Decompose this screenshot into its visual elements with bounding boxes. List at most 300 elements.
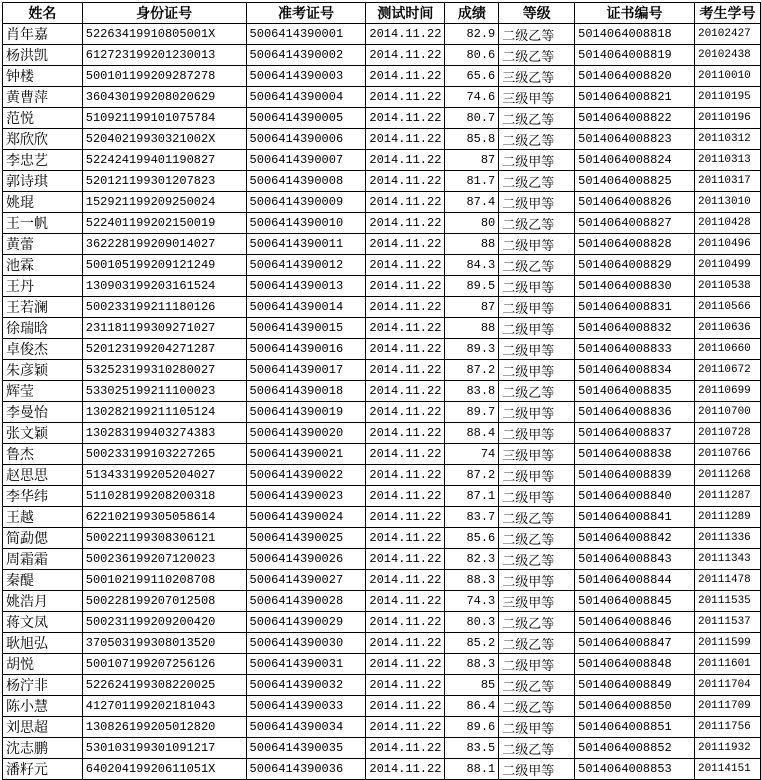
table-row [3,486,761,507]
grade-cell: 二级甲等 [499,654,575,675]
certificate-number-cell: 5014064008837 [575,423,695,444]
certificate-number-cell: 5014064008830 [575,276,695,297]
name-cell: 耿旭弘 [3,633,83,654]
id-number-header: 身份证号 [82,3,246,24]
test-date-cell: 2014.11.22 [366,675,445,696]
student-id-cell: 20110313 [694,150,760,171]
test-date-cell: 2014.11.22 [366,381,445,402]
student-id-cell: 20110672 [694,360,760,381]
exam-number-cell: 5006414390026 [246,549,366,570]
exam-number-cell: 5006414390028 [246,591,366,612]
score-cell: 65.6 [445,66,499,87]
exam-number-cell: 5006414390036 [246,759,366,780]
id-number-cell: 52263419910805001X [82,24,246,45]
test-date-cell: 2014.11.22 [366,570,445,591]
student-id-cell: 20110195 [694,87,760,108]
student-id-cell: 20113010 [694,192,760,213]
certificate-number-header: 证书编号 [575,3,695,24]
certificate-number-cell: 5014064008831 [575,297,695,318]
score-cell: 87.2 [445,465,499,486]
score-cell: 85.6 [445,528,499,549]
table-row [3,675,761,696]
name-cell: 卓俊杰 [3,339,83,360]
id-number-cell: 622102199305058614 [82,507,246,528]
name-cell: 黄曹萍 [3,87,83,108]
certificate-number-cell: 5014064008846 [575,612,695,633]
certificate-number-cell: 5014064008853 [575,759,695,780]
id-number-cell: 64020419920611051X [82,759,246,780]
score-cell: 87.2 [445,360,499,381]
score-table [2,2,761,780]
name-cell: 秦醍 [3,570,83,591]
student-id-cell: 20111287 [694,486,760,507]
score-cell: 88 [445,234,499,255]
score-cell: 83.7 [445,507,499,528]
student-id-cell: 20111343 [694,549,760,570]
table-row [3,717,761,738]
id-number-cell: 370503199308013520 [82,633,246,654]
id-number-cell: 533025199211100023 [82,381,246,402]
student-id-cell: 20102438 [694,45,760,66]
score-cell: 85 [445,675,499,696]
student-id-header: 考生学号 [694,3,760,24]
id-number-cell: 500233199211180126 [82,297,246,318]
table-row [3,465,761,486]
score-cell: 87.4 [445,192,499,213]
exam-number-cell: 5006414390023 [246,486,366,507]
test-date-cell: 2014.11.22 [366,738,445,759]
grade-cell: 三级甲等 [499,87,575,108]
certificate-number-cell: 5014064008822 [575,108,695,129]
id-number-cell: 530103199301091217 [82,738,246,759]
grade-cell: 二级甲等 [499,570,575,591]
certificate-number-cell: 5014064008818 [575,24,695,45]
exam-number-cell: 5006414390005 [246,108,366,129]
test-date-cell: 2014.11.22 [366,759,445,780]
test-date-cell: 2014.11.22 [366,339,445,360]
certificate-number-cell: 5014064008828 [575,234,695,255]
test-date-cell: 2014.11.22 [366,465,445,486]
score-cell: 88.4 [445,423,499,444]
id-number-cell: 362228199209014027 [82,234,246,255]
score-cell: 83.5 [445,738,499,759]
student-id-cell: 20110566 [694,297,760,318]
student-id-cell: 20110196 [694,108,760,129]
id-number-cell: 520121199301207823 [82,171,246,192]
student-id-cell: 20111601 [694,654,760,675]
table-row [3,66,761,87]
certificate-number-cell: 5014064008820 [575,66,695,87]
exam-number-cell: 5006414390029 [246,612,366,633]
certificate-number-cell: 5014064008841 [575,507,695,528]
test-date-cell: 2014.11.22 [366,129,445,150]
score-cell: 87.1 [445,486,499,507]
id-number-cell: 500228199207012508 [82,591,246,612]
student-id-cell: 20110499 [694,255,760,276]
certificate-number-cell: 5014064008847 [575,633,695,654]
id-number-cell: 130903199203161524 [82,276,246,297]
score-cell: 83.8 [445,381,499,402]
id-number-cell: 500231199209200420 [82,612,246,633]
exam-number-header: 准考证号 [246,3,366,24]
exam-number-cell: 5006414390004 [246,87,366,108]
grade-cell: 二级甲等 [499,465,575,486]
student-id-cell: 20110728 [694,423,760,444]
spreadsheet [2,2,761,780]
name-cell: 王越 [3,507,83,528]
test-date-cell: 2014.11.22 [366,66,445,87]
grade-cell: 二级甲等 [499,339,575,360]
grade-cell: 二级甲等 [499,150,575,171]
name-cell: 蒋文凤 [3,612,83,633]
name-cell: 池霖 [3,255,83,276]
table-row [3,276,761,297]
table-row [3,255,761,276]
certificate-number-cell: 5014064008844 [575,570,695,591]
name-cell: 陈小慧 [3,696,83,717]
table-row [3,213,761,234]
name-cell: 王一帆 [3,213,83,234]
test-date-cell: 2014.11.22 [366,696,445,717]
table-row [3,549,761,570]
name-cell: 王丹 [3,276,83,297]
table-row [3,402,761,423]
grade-cell: 二级甲等 [499,486,575,507]
table-row [3,654,761,675]
exam-number-cell: 5006414390003 [246,66,366,87]
student-id-cell: 20110496 [694,234,760,255]
score-cell: 86.4 [445,696,499,717]
table-row [3,150,761,171]
certificate-number-cell: 5014064008823 [575,129,695,150]
name-cell: 辉莹 [3,381,83,402]
name-cell: 杨洪凯 [3,45,83,66]
grade-cell: 二级甲等 [499,234,575,255]
certificate-number-cell: 5014064008850 [575,696,695,717]
name-cell: 李华纬 [3,486,83,507]
student-id-cell: 20110700 [694,402,760,423]
exam-number-cell: 5006414390034 [246,717,366,738]
grade-cell: 二级乙等 [499,633,575,654]
table-row [3,381,761,402]
exam-number-cell: 5006414390014 [246,297,366,318]
grade-cell: 二级甲等 [499,360,575,381]
student-id-cell: 20110428 [694,213,760,234]
id-number-cell: 130282199211105124 [82,402,246,423]
certificate-number-cell: 5014064008845 [575,591,695,612]
name-cell: 郑欣欣 [3,129,83,150]
table-row [3,360,761,381]
exam-number-cell: 5006414390025 [246,528,366,549]
header-row [3,3,761,24]
grade-cell: 二级乙等 [499,171,575,192]
grade-cell: 二级甲等 [499,192,575,213]
certificate-number-cell: 5014064008840 [575,486,695,507]
student-id-cell: 20110699 [694,381,760,402]
grade-cell: 三级甲等 [499,444,575,465]
student-id-cell: 20111709 [694,696,760,717]
certificate-number-cell: 5014064008842 [575,528,695,549]
certificate-number-cell: 5014064008852 [575,738,695,759]
name-cell: 赵思思 [3,465,83,486]
student-id-cell: 20110766 [694,444,760,465]
name-cell: 范悦 [3,108,83,129]
grade-cell: 三级乙等 [499,66,575,87]
name-cell: 简勐偲 [3,528,83,549]
test-date-cell: 2014.11.22 [366,87,445,108]
table-row [3,192,761,213]
certificate-number-cell: 5014064008829 [575,255,695,276]
certificate-number-cell: 5014064008851 [575,717,695,738]
table-row [3,318,761,339]
id-number-cell: 412701199202181043 [82,696,246,717]
name-cell: 郭诗琪 [3,171,83,192]
exam-number-cell: 5006414390002 [246,45,366,66]
table-row [3,87,761,108]
table-row [3,24,761,45]
name-cell: 胡悦 [3,654,83,675]
table-row [3,444,761,465]
test-date-cell: 2014.11.22 [366,318,445,339]
score-cell: 89.5 [445,276,499,297]
name-cell: 鲁杰 [3,444,83,465]
id-number-cell: 510921199101075784 [82,108,246,129]
grade-cell: 二级乙等 [499,675,575,696]
name-cell: 潘籽元 [3,759,83,780]
table-row [3,759,761,780]
grade-cell: 二级甲等 [499,717,575,738]
test-date-cell: 2014.11.22 [366,654,445,675]
score-cell: 84.3 [445,255,499,276]
exam-number-cell: 5006414390022 [246,465,366,486]
exam-number-cell: 5006414390020 [246,423,366,444]
grade-cell: 二级乙等 [499,738,575,759]
exam-number-cell: 5006414390018 [246,381,366,402]
table-row [3,45,761,66]
student-id-cell: 20110660 [694,339,760,360]
name-cell: 李曼怡 [3,402,83,423]
score-cell: 80.7 [445,108,499,129]
test-date-cell: 2014.11.22 [366,192,445,213]
table-row [3,507,761,528]
grade-cell: 三级甲等 [499,591,575,612]
table-row [3,612,761,633]
id-number-cell: 130826199205012820 [82,717,246,738]
student-id-cell: 20111599 [694,633,760,654]
id-number-cell: 500221199308306121 [82,528,246,549]
exam-number-cell: 5006414390035 [246,738,366,759]
test-date-cell: 2014.11.22 [366,108,445,129]
exam-number-cell: 5006414390017 [246,360,366,381]
name-cell: 王若澜 [3,297,83,318]
student-id-cell: 20102427 [694,24,760,45]
name-cell: 杨泞非 [3,675,83,696]
student-id-cell: 20110538 [694,276,760,297]
id-number-cell: 522624199308220025 [82,675,246,696]
name-cell: 姚浩月 [3,591,83,612]
name-cell: 肖年嘉 [3,24,83,45]
name-cell: 周霜霜 [3,549,83,570]
score-cell: 88.1 [445,759,499,780]
grade-cell: 二级乙等 [499,528,575,549]
table-row [3,339,761,360]
grade-cell: 二级甲等 [499,759,575,780]
table-row [3,423,761,444]
grade-cell: 二级乙等 [499,108,575,129]
score-cell: 88 [445,318,499,339]
score-cell: 80.6 [445,45,499,66]
exam-number-cell: 5006414390001 [246,24,366,45]
student-id-cell: 20111537 [694,612,760,633]
name-cell: 姚琨 [3,192,83,213]
test-date-cell: 2014.11.22 [366,255,445,276]
certificate-number-cell: 5014064008834 [575,360,695,381]
test-date-cell: 2014.11.22 [366,234,445,255]
exam-number-cell: 5006414390015 [246,318,366,339]
test-date-header: 测试时间 [366,3,445,24]
score-cell: 80.3 [445,612,499,633]
id-number-cell: 500107199207256126 [82,654,246,675]
table-row [3,738,761,759]
exam-number-cell: 5006414390030 [246,633,366,654]
test-date-cell: 2014.11.22 [366,423,445,444]
grade-cell: 二级乙等 [499,45,575,66]
id-number-cell: 500101199209287278 [82,66,246,87]
id-number-cell: 520123199204271287 [82,339,246,360]
grade-cell: 二级甲等 [499,276,575,297]
id-number-cell: 522401199202150019 [82,213,246,234]
test-date-cell: 2014.11.22 [366,612,445,633]
test-date-cell: 2014.11.22 [366,633,445,654]
test-date-cell: 2014.11.22 [366,486,445,507]
grade-cell: 二级乙等 [499,255,575,276]
score-cell: 74.3 [445,591,499,612]
exam-number-cell: 5006414390006 [246,129,366,150]
name-cell: 黄蕾 [3,234,83,255]
id-number-cell: 500236199207120023 [82,549,246,570]
exam-number-cell: 5006414390007 [246,150,366,171]
certificate-number-cell: 5014064008833 [575,339,695,360]
table-row [3,108,761,129]
grade-cell: 二级乙等 [499,696,575,717]
test-date-cell: 2014.11.22 [366,150,445,171]
student-id-cell: 20110312 [694,129,760,150]
student-id-cell: 20111478 [694,570,760,591]
exam-number-cell: 5006414390027 [246,570,366,591]
grade-cell: 二级乙等 [499,507,575,528]
student-id-cell: 20110010 [694,66,760,87]
exam-number-cell: 5006414390031 [246,654,366,675]
exam-number-cell: 5006414390012 [246,255,366,276]
test-date-cell: 2014.11.22 [366,444,445,465]
exam-number-cell: 5006414390011 [246,234,366,255]
id-number-cell: 152921199209250024 [82,192,246,213]
table-row [3,570,761,591]
table-row [3,171,761,192]
student-id-cell: 20111704 [694,675,760,696]
student-id-cell: 20114151 [694,759,760,780]
id-number-cell: 52040219930321002X [82,129,246,150]
score-cell: 74 [445,444,499,465]
exam-number-cell: 5006414390019 [246,402,366,423]
certificate-number-cell: 5014064008835 [575,381,695,402]
certificate-number-cell: 5014064008848 [575,654,695,675]
exam-number-cell: 5006414390021 [246,444,366,465]
grade-cell: 二级乙等 [499,129,575,150]
score-cell: 89.6 [445,717,499,738]
table-row [3,696,761,717]
score-cell: 89.3 [445,339,499,360]
certificate-number-cell: 5014064008826 [575,192,695,213]
grade-cell: 二级乙等 [499,549,575,570]
name-cell: 张文颖 [3,423,83,444]
student-id-cell: 20111932 [694,738,760,759]
id-number-cell: 231181199309271027 [82,318,246,339]
exam-number-cell: 5006414390008 [246,171,366,192]
name-cell: 钟楼 [3,66,83,87]
test-date-cell: 2014.11.22 [366,24,445,45]
id-number-cell: 612723199201230013 [82,45,246,66]
test-date-cell: 2014.11.22 [366,171,445,192]
score-cell: 81.7 [445,171,499,192]
test-date-cell: 2014.11.22 [366,276,445,297]
certificate-number-cell: 5014064008849 [575,675,695,696]
grade-cell: 二级甲等 [499,402,575,423]
id-number-cell: 522424199401190827 [82,150,246,171]
score-cell: 85.2 [445,633,499,654]
exam-number-cell: 5006414390033 [246,696,366,717]
test-date-cell: 2014.11.22 [366,591,445,612]
score-cell: 80 [445,213,499,234]
student-id-cell: 20111756 [694,717,760,738]
id-number-cell: 360430199208020629 [82,87,246,108]
score-cell: 82.3 [445,549,499,570]
name-cell: 刘思超 [3,717,83,738]
exam-number-cell: 5006414390009 [246,192,366,213]
test-date-cell: 2014.11.22 [366,45,445,66]
name-header: 姓名 [3,3,83,24]
score-cell: 87 [445,297,499,318]
grade-header: 等级 [499,3,575,24]
grade-cell: 二级乙等 [499,381,575,402]
certificate-number-cell: 5014064008827 [575,213,695,234]
test-date-cell: 2014.11.22 [366,528,445,549]
exam-number-cell: 5006414390010 [246,213,366,234]
score-cell: 74.6 [445,87,499,108]
certificate-number-cell: 5014064008838 [575,444,695,465]
student-id-cell: 20110636 [694,318,760,339]
grade-cell: 二级乙等 [499,24,575,45]
certificate-number-cell: 5014064008819 [575,45,695,66]
test-date-cell: 2014.11.22 [366,297,445,318]
score-header: 成绩 [445,3,499,24]
table-row [3,297,761,318]
test-date-cell: 2014.11.22 [366,717,445,738]
table-row [3,528,761,549]
name-cell: 李忠艺 [3,150,83,171]
exam-number-cell: 5006414390032 [246,675,366,696]
certificate-number-cell: 5014064008839 [575,465,695,486]
id-number-cell: 532523199310280027 [82,360,246,381]
grade-cell: 二级甲等 [499,423,575,444]
exam-number-cell: 5006414390016 [246,339,366,360]
test-date-cell: 2014.11.22 [366,549,445,570]
score-cell: 85.8 [445,129,499,150]
certificate-number-cell: 5014064008843 [575,549,695,570]
score-cell: 89.7 [445,402,499,423]
exam-number-cell: 5006414390013 [246,276,366,297]
grade-cell: 二级乙等 [499,213,575,234]
